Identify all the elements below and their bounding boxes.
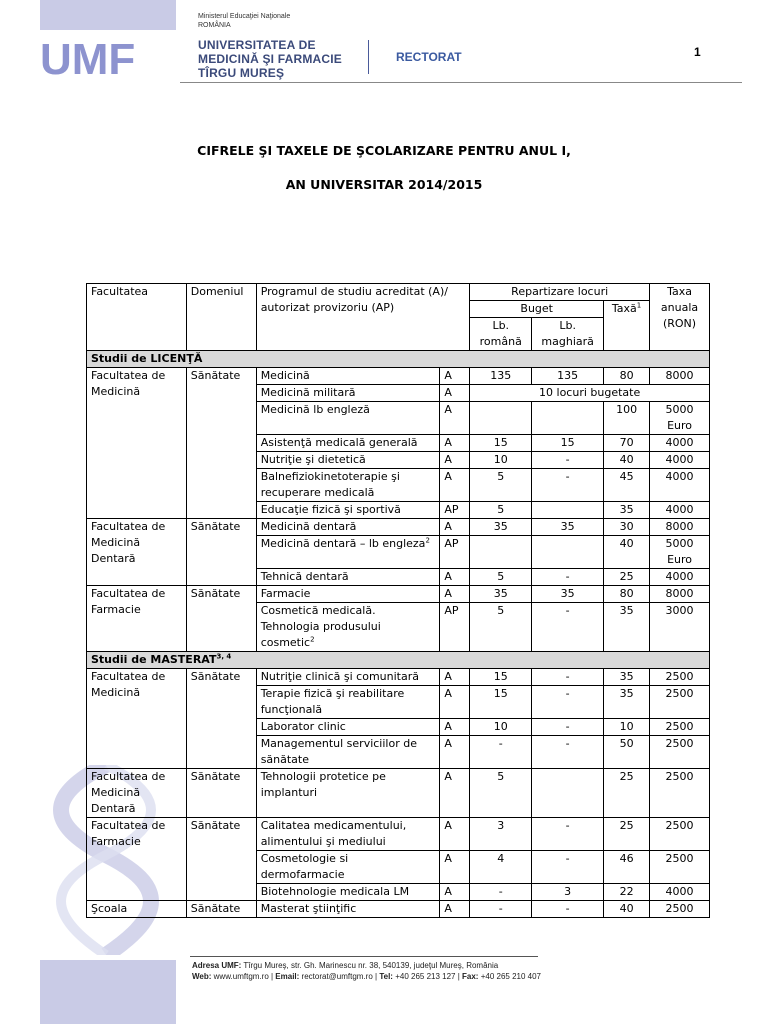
accreditation-cell: A	[440, 884, 470, 901]
tax-places-cell: 40	[604, 452, 650, 469]
budget-hu-cell: -	[532, 569, 604, 586]
tax-places-cell: 35	[604, 686, 650, 719]
accreditation-cell: A	[440, 769, 470, 818]
budget-ro-cell: 3	[470, 818, 532, 851]
program-cell	[256, 402, 440, 435]
footnote-ref: 1	[636, 301, 642, 310]
program-name: Farmacie	[260, 587, 311, 600]
program-cell	[256, 435, 440, 452]
program-cell	[256, 669, 440, 686]
accreditation-cell: A	[440, 452, 470, 469]
table-row	[87, 669, 710, 686]
header-color-bar	[40, 0, 176, 30]
budget-hu-cell: -	[532, 736, 604, 769]
fee-cell: 4000	[650, 469, 710, 502]
footnote-ref: 2	[310, 635, 315, 644]
program-cell	[256, 368, 440, 385]
tel-label: Tel:	[379, 972, 393, 981]
accreditation-cell: A	[440, 569, 470, 586]
accreditation-cell: AP	[440, 536, 470, 569]
fee-cell: 2500	[650, 669, 710, 686]
fee-cell: 2500	[650, 719, 710, 736]
accreditation-cell: AP	[440, 603, 470, 652]
budget-hu-cell: -	[532, 901, 604, 918]
budget-hu-cell: -	[532, 603, 604, 652]
university-name	[198, 38, 342, 80]
domain-cell: Sănătate	[186, 901, 256, 918]
domain-cell: Sănătate	[186, 818, 256, 901]
footer-rule	[190, 956, 538, 957]
program-cell	[256, 452, 440, 469]
accreditation-cell: AP	[440, 502, 470, 519]
ministry-name: Ministerul Educaţiei Naţionale	[198, 13, 291, 20]
tax-places-cell: 80	[604, 586, 650, 603]
budget-ro-cell: 15	[470, 686, 532, 719]
tax-places-cell: 25	[604, 818, 650, 851]
program-name: Medicină dentară – lb engleza	[260, 537, 426, 550]
tax-places-cell: 25	[604, 769, 650, 818]
fee-cell: 4000	[650, 435, 710, 452]
budget-ro-cell: 135	[470, 368, 532, 385]
header-faculty: Facultatea	[87, 284, 187, 351]
section-row-master	[87, 652, 710, 669]
program-name: Medicină militară	[260, 386, 356, 399]
accreditation-cell: A	[440, 402, 470, 435]
program-name: Asistenţă medicală generală	[260, 436, 418, 449]
program-name: Tehnică dentară	[260, 570, 349, 583]
program-cell	[256, 851, 440, 884]
tax-places-cell: 70	[604, 435, 650, 452]
faculty-cell: Facultatea de Medicină	[87, 368, 187, 519]
document-title: CIFRELE ŞI TAXELE DE ŞCOLARIZARE PENTRU ANUL I,	[197, 143, 571, 158]
tel-text: +40 265 213 127	[395, 972, 456, 981]
budget-ro-cell: 5	[470, 502, 532, 519]
table-row	[87, 818, 710, 851]
department-label: RECTORAT	[396, 50, 462, 64]
budget-hu-cell	[532, 402, 604, 435]
faculty-cell: Facultatea de Medicină Dentară	[87, 769, 187, 818]
accreditation-cell: A	[440, 901, 470, 918]
accreditation-cell: A	[440, 469, 470, 502]
university-name-line3: TÎRGU MUREŞ	[198, 66, 285, 80]
budget-hu-cell: 135	[532, 368, 604, 385]
accreditation-cell: A	[440, 736, 470, 769]
header-domain: Domeniul	[186, 284, 256, 351]
budget-ro-cell: 35	[470, 519, 532, 536]
budget-hu-cell: 35	[532, 586, 604, 603]
budget-ro-cell: -	[470, 736, 532, 769]
tax-places-cell: 50	[604, 736, 650, 769]
table-row	[87, 519, 710, 536]
accreditation-cell: A	[440, 686, 470, 719]
table-row	[87, 901, 710, 918]
faculty-cell: Facultatea de Medicină	[87, 669, 187, 769]
faculty-cell: Facultatea de Farmacie	[87, 818, 187, 901]
program-cell	[256, 736, 440, 769]
program-cell	[256, 686, 440, 719]
fee-cell: 2500	[650, 686, 710, 719]
program-name: Educaţie fizică şi sportivă	[260, 503, 401, 516]
table-row	[87, 368, 710, 385]
section-label-text: Studii de MASTERAT	[91, 653, 217, 666]
address-text: Tîrgu Mureş, str. Gh. Marinescu nr. 38, 540139, judeţul Mureş, România	[243, 961, 499, 970]
fee-cell: 2500	[650, 901, 710, 918]
domain-cell: Sănătate	[186, 519, 256, 586]
budget-hu-cell: -	[532, 452, 604, 469]
tax-places-cell: 22	[604, 884, 650, 901]
fee-cell: 2500	[650, 736, 710, 769]
ministry-label	[198, 12, 290, 30]
budget-ro-cell: 15	[470, 435, 532, 452]
program-name: Biotehnologie medicala LM	[260, 885, 410, 898]
fee-cell: 4000	[650, 502, 710, 519]
accreditation-cell: A	[440, 368, 470, 385]
accreditation-cell: A	[440, 385, 470, 402]
fax-text: +40 265 210 407	[480, 972, 541, 981]
footer-color-bar	[40, 960, 176, 1024]
domain-cell: Sănătate	[186, 769, 256, 818]
tax-places-cell: 35	[604, 502, 650, 519]
program-cell	[256, 901, 440, 918]
accreditation-cell: A	[440, 519, 470, 536]
tax-places-cell: 30	[604, 519, 650, 536]
accreditation-cell: A	[440, 851, 470, 884]
umf-logo	[40, 38, 180, 78]
header-tax-places-label: Taxă	[611, 302, 637, 315]
program-cell	[256, 385, 440, 402]
table-row	[87, 586, 710, 603]
program-cell	[256, 586, 440, 603]
fee-cell: 2500	[650, 818, 710, 851]
budget-ro-cell: -	[470, 901, 532, 918]
program-name: Laborator clinic	[260, 720, 346, 733]
program-cell	[256, 603, 440, 652]
program-cell	[256, 469, 440, 502]
domain-cell: Sănătate	[186, 586, 256, 652]
program-cell	[256, 884, 440, 901]
tax-places-cell: 46	[604, 851, 650, 884]
program-name: Tehnologii protetice pe implanturi	[260, 770, 386, 799]
header-tax-places	[604, 301, 650, 351]
university-name-line1: UNIVERSITATEA DE	[198, 38, 316, 52]
budget-hu-cell	[532, 502, 604, 519]
tax-places-cell: 35	[604, 669, 650, 686]
accreditation-cell: A	[440, 669, 470, 686]
budget-ro-cell	[470, 536, 532, 569]
program-cell	[256, 818, 440, 851]
program-name: Cosmetică medicală. Tehnologia produsului cosmetic	[260, 604, 381, 649]
section-row-license	[87, 351, 710, 368]
tax-places-cell: 40	[604, 536, 650, 569]
header-places: Repartizare locuri	[470, 284, 650, 301]
university-name-line2: MEDICINĂ ŞI FARMACIE	[198, 52, 343, 66]
page-number: 1	[694, 45, 701, 59]
header-lang-hu: Lb. maghiară	[532, 318, 604, 351]
budget-ro-cell: 15	[470, 669, 532, 686]
domain-cell: Sănătate	[186, 669, 256, 769]
budget-hu-cell: 35	[532, 519, 604, 536]
document-subtitle: AN UNIVERSITAR 2014/2015	[285, 177, 483, 192]
faculty-cell: Facultatea de Farmacie	[87, 586, 187, 652]
program-name: Medicină	[260, 369, 310, 382]
fee-cell: 5000 Euro	[650, 402, 710, 435]
section-label: Studii de LICENŢĂ	[87, 351, 710, 368]
accreditation-cell: A	[440, 586, 470, 603]
budget-hu-cell	[532, 769, 604, 818]
budget-hu-cell	[532, 536, 604, 569]
fee-cell: 4000	[650, 569, 710, 586]
tax-places-cell: 35	[604, 603, 650, 652]
accreditation-cell: A	[440, 818, 470, 851]
program-name: Medicină dentară	[260, 520, 357, 533]
program-name: Managementul serviciilor de sănătate	[260, 737, 417, 766]
program-name: Cosmetologie si dermofarmacie	[260, 852, 349, 881]
program-cell	[256, 769, 440, 818]
program-name: Nutriţie şi dietetică	[260, 453, 366, 466]
section-label	[87, 652, 710, 669]
budget-hu-cell: 3	[532, 884, 604, 901]
fees-table	[86, 283, 710, 918]
budget-hu-cell: 15	[532, 435, 604, 452]
tax-places-cell: 25	[604, 569, 650, 586]
tax-places-cell: 45	[604, 469, 650, 502]
table-header-row	[87, 284, 710, 301]
budget-ro-cell: -	[470, 884, 532, 901]
header-lang-ro: Lb. română	[470, 318, 532, 351]
program-name: Medicină lb engleză	[260, 403, 370, 416]
fee-cell: 4000	[650, 452, 710, 469]
fee-cell: 8000	[650, 519, 710, 536]
footnote-ref: 2	[425, 536, 430, 545]
budget-hu-cell: -	[532, 719, 604, 736]
budget-ro-cell: 10	[470, 452, 532, 469]
tax-places-cell: 100	[604, 402, 650, 435]
program-name: Balnefiziokinetoterapie şi recuperare medicală	[260, 470, 400, 499]
accreditation-cell: A	[440, 435, 470, 452]
program-name: Masterat ştiinţific	[260, 902, 357, 915]
tax-places-cell: 40	[604, 901, 650, 918]
footer-contact: Adresa UMF: Tîrgu Mureş, str. Gh. Marinescu nr. 38, 540139, judeţul Mureş, România Web: www.umftgm.ro | Email: rectorat@umftgm.ro | Tel: +40 265 213 127 | Fax: +40 265 210 407	[192, 961, 541, 981]
fee-cell: 8000	[650, 586, 710, 603]
budget-hu-cell: -	[532, 851, 604, 884]
fee-cell: 2500	[650, 851, 710, 884]
budget-hu-cell: -	[532, 469, 604, 502]
accreditation-cell: A	[440, 719, 470, 736]
program-cell	[256, 519, 440, 536]
budget-ro-cell	[470, 402, 532, 435]
merged-places-cell: 10 locuri bugetate	[470, 385, 710, 402]
program-cell	[256, 719, 440, 736]
program-cell	[256, 502, 440, 519]
budget-ro-cell: 5	[470, 469, 532, 502]
budget-ro-cell: 35	[470, 586, 532, 603]
fee-cell: 4000	[650, 884, 710, 901]
fee-cell: 8000	[650, 368, 710, 385]
tax-places-cell: 10	[604, 719, 650, 736]
logo-text: UMF	[40, 38, 136, 78]
budget-ro-cell: 5	[470, 603, 532, 652]
header-divider	[368, 40, 369, 74]
faculty-cell: Facultatea de Medicină Dentară	[87, 519, 187, 586]
budget-ro-cell: 4	[470, 851, 532, 884]
web-label: Web:	[192, 972, 212, 981]
footnote-ref: 3, 4	[216, 652, 232, 661]
fee-cell: 3000	[650, 603, 710, 652]
fee-cell: 2500	[650, 769, 710, 818]
program-name: Calitatea medicamentului, alimentului şi mediului	[260, 819, 407, 848]
budget-ro-cell: 5	[470, 569, 532, 586]
faculty-cell: Şcoala	[87, 901, 187, 918]
budget-hu-cell: -	[532, 686, 604, 719]
header-program: Programul de studiu acreditat (A)/ autorizat provizoriu (AP)	[256, 284, 470, 351]
program-cell	[256, 536, 440, 569]
program-cell	[256, 569, 440, 586]
budget-hu-cell: -	[532, 818, 604, 851]
budget-ro-cell: 5	[470, 769, 532, 818]
fax-label: Fax:	[462, 972, 479, 981]
email-label: Email:	[275, 972, 300, 981]
fee-cell: 5000 Euro	[650, 536, 710, 569]
budget-hu-cell: -	[532, 669, 604, 686]
address-label: Adresa UMF:	[192, 961, 242, 970]
web-link[interactable]: www.umftgm.ro	[213, 972, 269, 981]
header-budget: Buget	[470, 301, 604, 318]
budget-ro-cell: 10	[470, 719, 532, 736]
email-link[interactable]: rectorat@umftgm.ro	[301, 972, 373, 981]
domain-cell: Sănătate	[186, 368, 256, 519]
header-fee: Taxa anuala (RON)	[650, 284, 710, 351]
program-name: Nutriţie clinică şi comunitară	[260, 670, 419, 683]
header-rule	[180, 82, 742, 83]
program-name: Terapie fizică şi reabilitare funcţională	[260, 687, 405, 716]
country-name: ROMÂNIA	[198, 22, 231, 29]
tax-places-cell: 80	[604, 368, 650, 385]
table-row	[87, 769, 710, 818]
